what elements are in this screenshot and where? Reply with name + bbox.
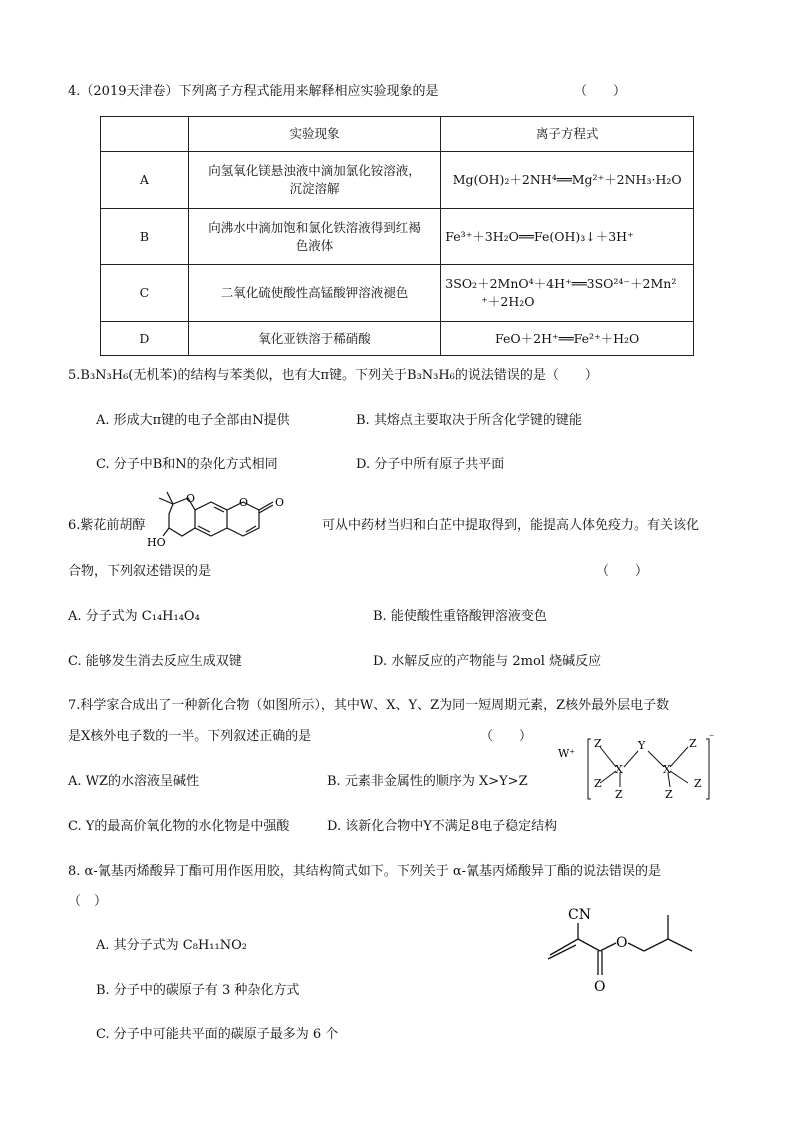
q7-compound-diagram xyxy=(558,735,718,801)
table-row xyxy=(101,265,694,322)
z-atom-label: Z xyxy=(689,737,697,750)
equation-line: ⁺＋2H₂O xyxy=(481,294,535,309)
q7-bracket: （ ） xyxy=(480,729,533,744)
q7-option-d: D. 该新化合物中Y不满足8电子稳定结构 xyxy=(327,819,558,834)
table-row xyxy=(101,209,694,265)
equation-line: Mg(OH)₂＋2NH⁴══Mg²⁺＋2NH₃·H₂O xyxy=(452,172,682,187)
q6-option-d: D. 水解反应的产物能与 2mol 烧碱反应 xyxy=(373,654,602,669)
table-row xyxy=(101,152,694,209)
q4-bracket: （ ） xyxy=(574,84,627,99)
phenomenon-line: 氧化亚铁溶于稀硝酸 xyxy=(258,330,371,346)
q6-option-c: C. 能够发生消去反应生成双键 xyxy=(68,654,242,669)
x-atom-label: X xyxy=(615,763,623,776)
z-atom-label: Z xyxy=(665,788,673,801)
q6-stem-a: 6.紫花前胡醇 xyxy=(68,518,146,533)
q7-option-c: C. Y的最高价氧化物的水化物是中强酸 xyxy=(68,819,290,834)
row-label: C xyxy=(101,265,189,322)
q8-option-a: A. 其分子式为 C₈H₁₁NO₂ xyxy=(96,938,247,953)
q7-option-b: B. 元素非金属性的顺序为 X>Y>Z xyxy=(327,774,528,789)
mol-hydroxyl-label: HO xyxy=(147,536,166,549)
phenomenon-line: 色液体 xyxy=(295,237,334,253)
w-cation-label: W⁺ xyxy=(558,747,576,760)
q5-option-c: C. 分子中B和N的杂化方式相同 xyxy=(96,457,278,472)
phenomenon-line: 向氢氧化镁悬浊液中滴加氯化铵溶液， xyxy=(208,163,421,178)
phenomenon-line: 向沸水中滴加饱和氯化铁溶液得到红褐 xyxy=(208,219,421,235)
q4-stem: 4.（2019天津卷）下列离子方程式能用来解释相应实验现象的是 xyxy=(68,84,439,99)
q7-stem-b: 是X核外电子数的一半。下列叙述正确的是 xyxy=(68,729,312,744)
table-row xyxy=(101,322,694,356)
q6-bracket: （ ） xyxy=(596,564,649,579)
q8-molecule-diagram xyxy=(540,905,730,997)
table-header-equation: 离子方程式 xyxy=(441,117,694,152)
mol-oxygen-label: O xyxy=(594,979,606,995)
q5-option-b: B. 其熔点主要取决于所含化学键的键能 xyxy=(356,413,582,428)
q6-option-a: A. 分子式为 C₁₄H₁₄O₄ xyxy=(68,609,200,624)
q5-option-a: A. 形成大π键的电子全部由N提供 xyxy=(96,413,290,428)
q4-table xyxy=(100,116,694,356)
q8-stem-b: （ ） xyxy=(68,894,108,909)
x-atom-label: X xyxy=(663,763,671,776)
q8-stem-a: 8. α-氰基丙烯酸异丁酯可用作医用胶，其结构简式如下。下列关于 α-氰基丙烯酸异丁酯的说法错误的是 xyxy=(68,864,662,879)
anion-charge-label: ⁻ xyxy=(709,735,715,744)
q6-molecule-diagram xyxy=(145,488,321,554)
mol-oxygen-label: O xyxy=(616,935,628,951)
mol-oxygen-label: O xyxy=(275,496,285,509)
y-atom-label: Y xyxy=(638,739,646,752)
equation-line: FeO＋2H⁺══Fe²⁺＋H₂O xyxy=(495,330,640,346)
z-atom-label: Z xyxy=(615,788,623,801)
equation-line: 3SO₂＋2MnO⁴＋4H⁺══3SO²⁴⁻＋2Mn² xyxy=(445,276,677,291)
phenomenon-line: 二氧化硫使酸性高锰酸钾溶液褪色 xyxy=(220,285,409,300)
cyano-label: CN xyxy=(568,907,591,923)
q8-option-b: B. 分子中的碳原子有 3 种杂化方式 xyxy=(96,983,300,998)
equation-line: Fe³⁺＋3H₂O══Fe(OH)₃↓＋3H⁺ xyxy=(445,228,634,244)
row-label: B xyxy=(101,209,189,265)
table-header-cell xyxy=(101,117,189,152)
mol-oxygen-label: O xyxy=(186,492,196,505)
q5-stem: 5.B₃N₃H₆(无机苯)的结构与苯类似，也有大π键。下列关于B₃N₃H₆的说法错误的是（ ） xyxy=(68,368,598,383)
row-label: A xyxy=(101,152,189,209)
z-atom-label: Z xyxy=(594,737,602,750)
q6-option-b: B. 能使酸性重铬酸钾溶液变色 xyxy=(373,609,547,624)
q7-option-a: A. WZ的水溶液呈碱性 xyxy=(68,774,200,789)
z-atom-label: Z xyxy=(694,777,702,790)
q8-option-c: C. 分子中可能共平面的碳原子最多为 6 个 xyxy=(96,1027,339,1042)
phenomenon-line: 沉淀溶解 xyxy=(289,181,340,196)
q6-stem-c: 合物，下列叙述错误的是 xyxy=(68,564,212,579)
row-label: D xyxy=(101,322,189,356)
q7-stem-a: 7.科学家合成出了一种新化合物（如图所示），其中W、X、Y、Z为同一短周期元素，Z核外最外层电子数 xyxy=(68,698,670,713)
z-atom-label: Z xyxy=(594,777,602,790)
q5-option-d: D. 分子中所有原子共平面 xyxy=(356,457,505,472)
table-header-phenomenon: 实验现象 xyxy=(188,117,440,152)
mol-oxygen-label: O xyxy=(239,496,249,509)
q6-stem-b: 可从中药材当归和白芷中提取得到，能提高人体免疫力。有关该化 xyxy=(322,518,700,533)
